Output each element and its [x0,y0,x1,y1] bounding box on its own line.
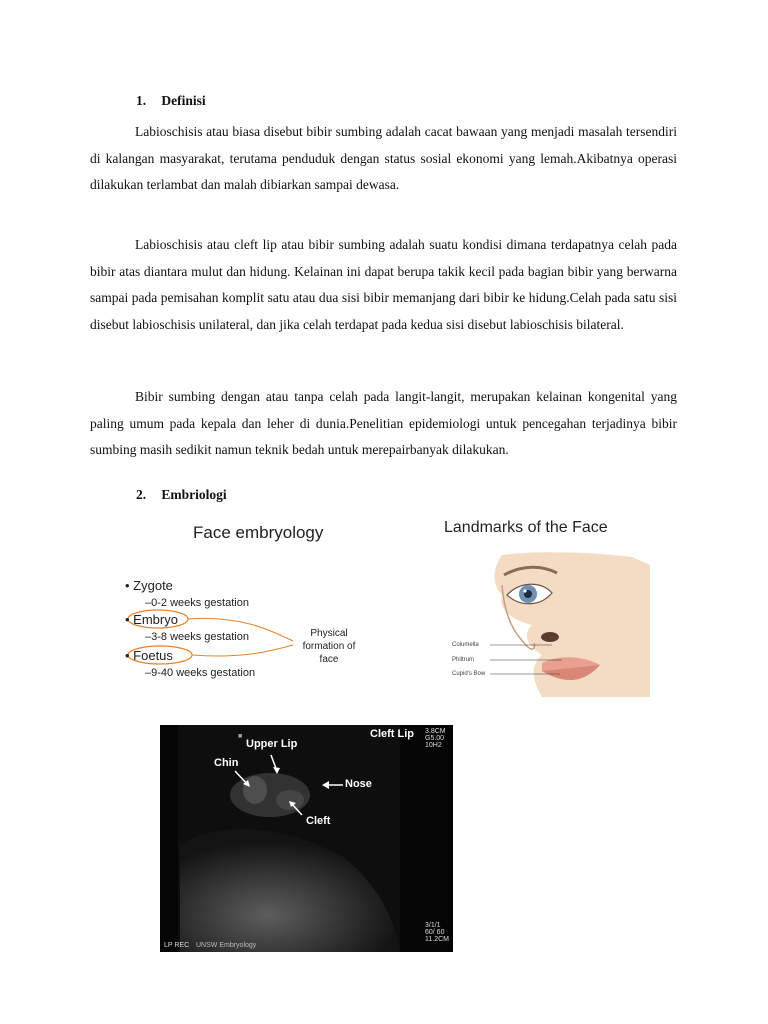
stage-embryo: • Embryo [125,612,178,627]
face-landmarks-figure [432,515,650,697]
landmarks-title: Landmarks of the Face [444,519,608,536]
stage-foetus-detail: –9-40 weeks gestation [145,667,256,679]
stage-foetus: • Foetus [125,648,173,663]
ultrasound-scan [160,725,453,952]
ultrasound-settings-bottom: 3/1/1 60/ 60 11.2CM [425,922,449,943]
section-title: Definisi [161,93,206,108]
stage-zygote: • Zygote [125,578,173,593]
stage-zygote-detail: –0-2 weeks gestation [145,597,249,609]
physical-formation-note: Physical formation of face [302,628,356,665]
ultrasound-title: Cleft Lip [370,728,414,740]
ultrasound-credit: UNSW Embryology [196,942,257,949]
label-cupids-bow: Cupid's Bow [452,671,486,677]
label-nose: Nose [345,778,372,790]
paragraph-epidemiology: Bibir sumbing dengan atau tanpa celah pada langit-langit, merupakan kelainan kongenital yang paling umum pada kepala dan leher di dunia.Penelitian epidemiologi untuk pencegahan terjadinya bibir sumbing masih sedikit namun teknik bedah untuk merepairbanyak dilakukan. [90,389,677,457]
ultrasound-marker: ■ [238,733,243,740]
section-heading-embriologi [136,487,227,503]
face-embryology-figure [125,515,380,690]
label-chin: Chin [214,757,239,769]
label-cleft: Cleft [306,815,331,827]
label-columella: Columella [452,642,479,648]
ultrasound-corner-prefix: LP REC [164,942,190,949]
section-title: Embriologi [161,487,227,502]
label-upper-lip: Upper Lip [246,738,298,750]
section-number: 1. [136,93,147,108]
ultrasound-settings-top: 3.8CM G5.00 10H2 [425,728,446,749]
section-number: 2. [136,487,147,502]
paragraph-definition: Labioschisis atau biasa disebut bibir sumbing adalah cacat bawaan yang menjadi masalah tersendiri di kalangan masyarakat, terutama penduduk dengan status sosial ekonomi yang lemah.Akibatnya operasi dilakukan terlambat dan malah dibiarkan sampai dewasa. [90,124,677,192]
stage-embryo-detail: –3-8 weeks gestation [145,631,249,643]
embryology-title: Face embryology [193,523,324,542]
face-illustration [432,515,650,697]
paragraph-cleft-lip: Labioschisis atau cleft lip atau bibir sumbing adalah suatu kondisi dimana terdapatnya celah pada bibir atas diantara mulut dan hidung. Kelainan ini dapat berupa takik kecil pada bagian bibir yang berwarna sampai pada pemisahan komplit satu atau dua sisi bibir memanjang dari bibir ke hidung.Celah pada satu sisi disebut labioschisis unilateral, dan jika celah terdapat pada kedua sisi disebut labioschisis bilateral. [90,237,677,332]
label-philtrum: Philtrum [452,657,475,663]
section-heading-definisi [136,93,206,109]
ultrasound-image [160,725,453,952]
